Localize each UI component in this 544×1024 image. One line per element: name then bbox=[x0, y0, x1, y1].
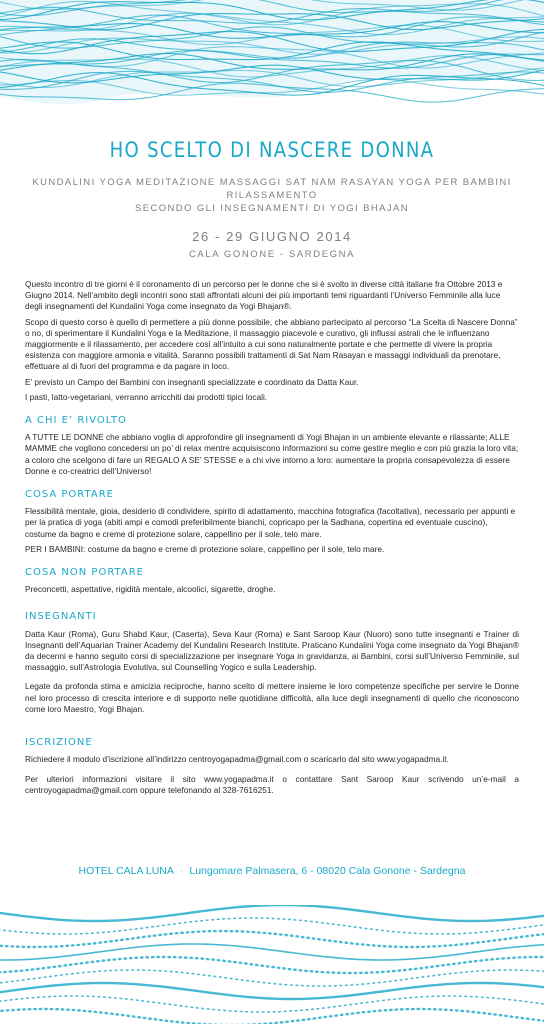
section-heading-portare: COSA PORTARE bbox=[25, 489, 114, 501]
footer-separator: · bbox=[179, 865, 184, 877]
intro-paragraph: Questo incontro di tre giorni è il coronamento di un percorso per le donne che si è svolto in diverse città italiane fra Ottobre 2013 e Giugno 2014. Nell’ambito degli incontri sono stati affrontati alcuni dei più importanti temi riguardanti l’Universo Femminile alla luce degli insegnamenti del Kundalini Yoga come insegnato da Yogi Bhajan®. bbox=[25, 279, 503, 312]
intro-paragraph: E’ previsto un Campo dei Bambini con insegnanti specializzate e coordinato da Datta Kaur. bbox=[25, 376, 359, 387]
section-paragraph: Per ulteriori informazioni visitare il sito www.yogapadma.it o contattare Sant Saroop Kaur scrivendo un’e-mail a centroyogapadma@gmail.com oppure telefonando al 328-7616251. bbox=[25, 773, 519, 795]
section-paragraph: A TUTTE LE DONNE che abbiano voglia di approfondire gli insegnamenti di Yogi Bhajan in un ambiente elevante e rilassante; ALLE MAMME che vogliono concedersi un po’ di relax mentre acquisiscono informazioni su come gestire meglio e con più grazia la loro vita; a coloro che scelgono di fare un REGALO A SE’ STESSE e a chi vive intorno a loro: aumentare la propria consapevolezza di essere Donne e co-creatrici dell’Universo! bbox=[25, 432, 519, 476]
section-paragraph: Datta Kaur (Roma), Guru Shabd Kaur, (Caserta), Seva Kaur (Roma) e Sant Saroop Kaur (Nuoro) sono tutte insegnanti e Trainer di Insegnanti dell’Aquarian Trainer Academy del Kundalini Research Institute. Praticano Kundalini Yoga come insegnato da Yogi Bhajan® da decenni e hanno seguito corsi di specializzazione per insegnare Yoga in gravidanza, ai Bambini, corsi sull’Universo Femminile, sul massaggio, sull’Astrologia Evolutiva, sul Counselling Yogico e sulla Leadership. bbox=[25, 628, 519, 673]
event-place: CALA GONONE - SARDEGNA bbox=[188, 249, 356, 260]
wave-line bbox=[0, 957, 544, 973]
section-paragraph: Flessibilità mentale, gioia, desiderio di condividere, spirito di adattamento, macchina fotografica (facoltativa), necessario per appunti e per la pratica di yoga (abiti ampi e comodi preferibilmente bianchi, copricapo per la Sadhana, copertina ed eventuale cuscino), costume da bagno e creme di protezione solare, cappellino per il sole, telo mare. bbox=[25, 506, 516, 539]
section-heading-non-portare: COSA NON PORTARE bbox=[25, 567, 144, 579]
decorative-waves-top bbox=[0, 0, 544, 112]
section-heading-insegnanti: INSEGNANTI bbox=[25, 611, 97, 623]
section-paragraph: Richiedere il modulo d’iscrizione all’indirizzo centroyogapadma@gmail.com o scaricarlo dal sito www.yogapadma.it. bbox=[25, 754, 449, 765]
section-heading-iscrizione: ISCRIZIONE bbox=[25, 737, 93, 749]
subtitle-line: KUNDALINI YOGA MEDITAZIONE MASSAGGI SAT NAM RASAYAN YOGA PER BAMBINI RILASSAMENTO bbox=[32, 177, 512, 201]
hotel-name: HOTEL CALA LUNA bbox=[78, 865, 174, 877]
wave-line bbox=[0, 1009, 544, 1024]
hotel-address: Lungomare Palmasera, 6 - 08020 Cala Gonone - Sardegna bbox=[189, 865, 466, 877]
content bbox=[25, 279, 519, 800]
wave-line bbox=[0, 944, 544, 960]
subtitle bbox=[26, 176, 518, 215]
intro-paragraph: I pasti, latto-vegetariani, verranno arricchiti dai prodotti tipici locali. bbox=[25, 391, 268, 402]
intro-paragraph: Scopo di questo corso è quello di permettere a più donne possibile, che abbiano partecipato al percorso “La Scelta di Nascere Donna” o no, di sperimentare il Kundalini Yoga e la Meditazione, il massaggio piacevole e curativo, gli influssi astrali che le influenzano maggiormente e il rilassamento, per accedere così all’intuito a cui sono naturalmente portate e che permette di vivere la propria esistenza con maggiore armonia e vitalità. Saranno possibili trattamenti di Sat Nam Rasayan e massaggi individuali da prenotare, effettuare al di fuori del programma e da pagare in loco. bbox=[25, 316, 518, 372]
section-paragraph: Legate da profonda stima e amicizia reciproche, hanno scelto di mettere insieme le loro competenze specifiche per servire le Donne nel loro processo di crescita interiore e di supporto nelle quotidiane difficoltà, alla luce degli insegnamenti di quello che riconoscono come loro Maestro, Yogi Bhajan. bbox=[25, 681, 519, 714]
event-dates: 26 - 29 GIUGNO 2014 bbox=[192, 229, 352, 244]
subtitle-line: SECONDO GLI INSEGNAMENTI DI YOGI BHAJAN bbox=[134, 203, 410, 214]
section-heading-rivolto: A CHI E’ RIVOLTO bbox=[25, 415, 127, 427]
footer bbox=[0, 865, 544, 877]
header bbox=[0, 138, 544, 260]
section-paragraph: PER I BAMBINI: costume da bagno e creme di protezione solare, cappellino per il sole, telo mare. bbox=[25, 543, 385, 554]
decorative-waves-bottom bbox=[0, 905, 544, 1024]
section-paragraph: Preconcetti, aspettative, rigidità mentale, alcoolici, sigarette, droghe. bbox=[25, 584, 276, 595]
page-title: HO SCELTO DI NASCERE DONNA bbox=[109, 138, 435, 162]
